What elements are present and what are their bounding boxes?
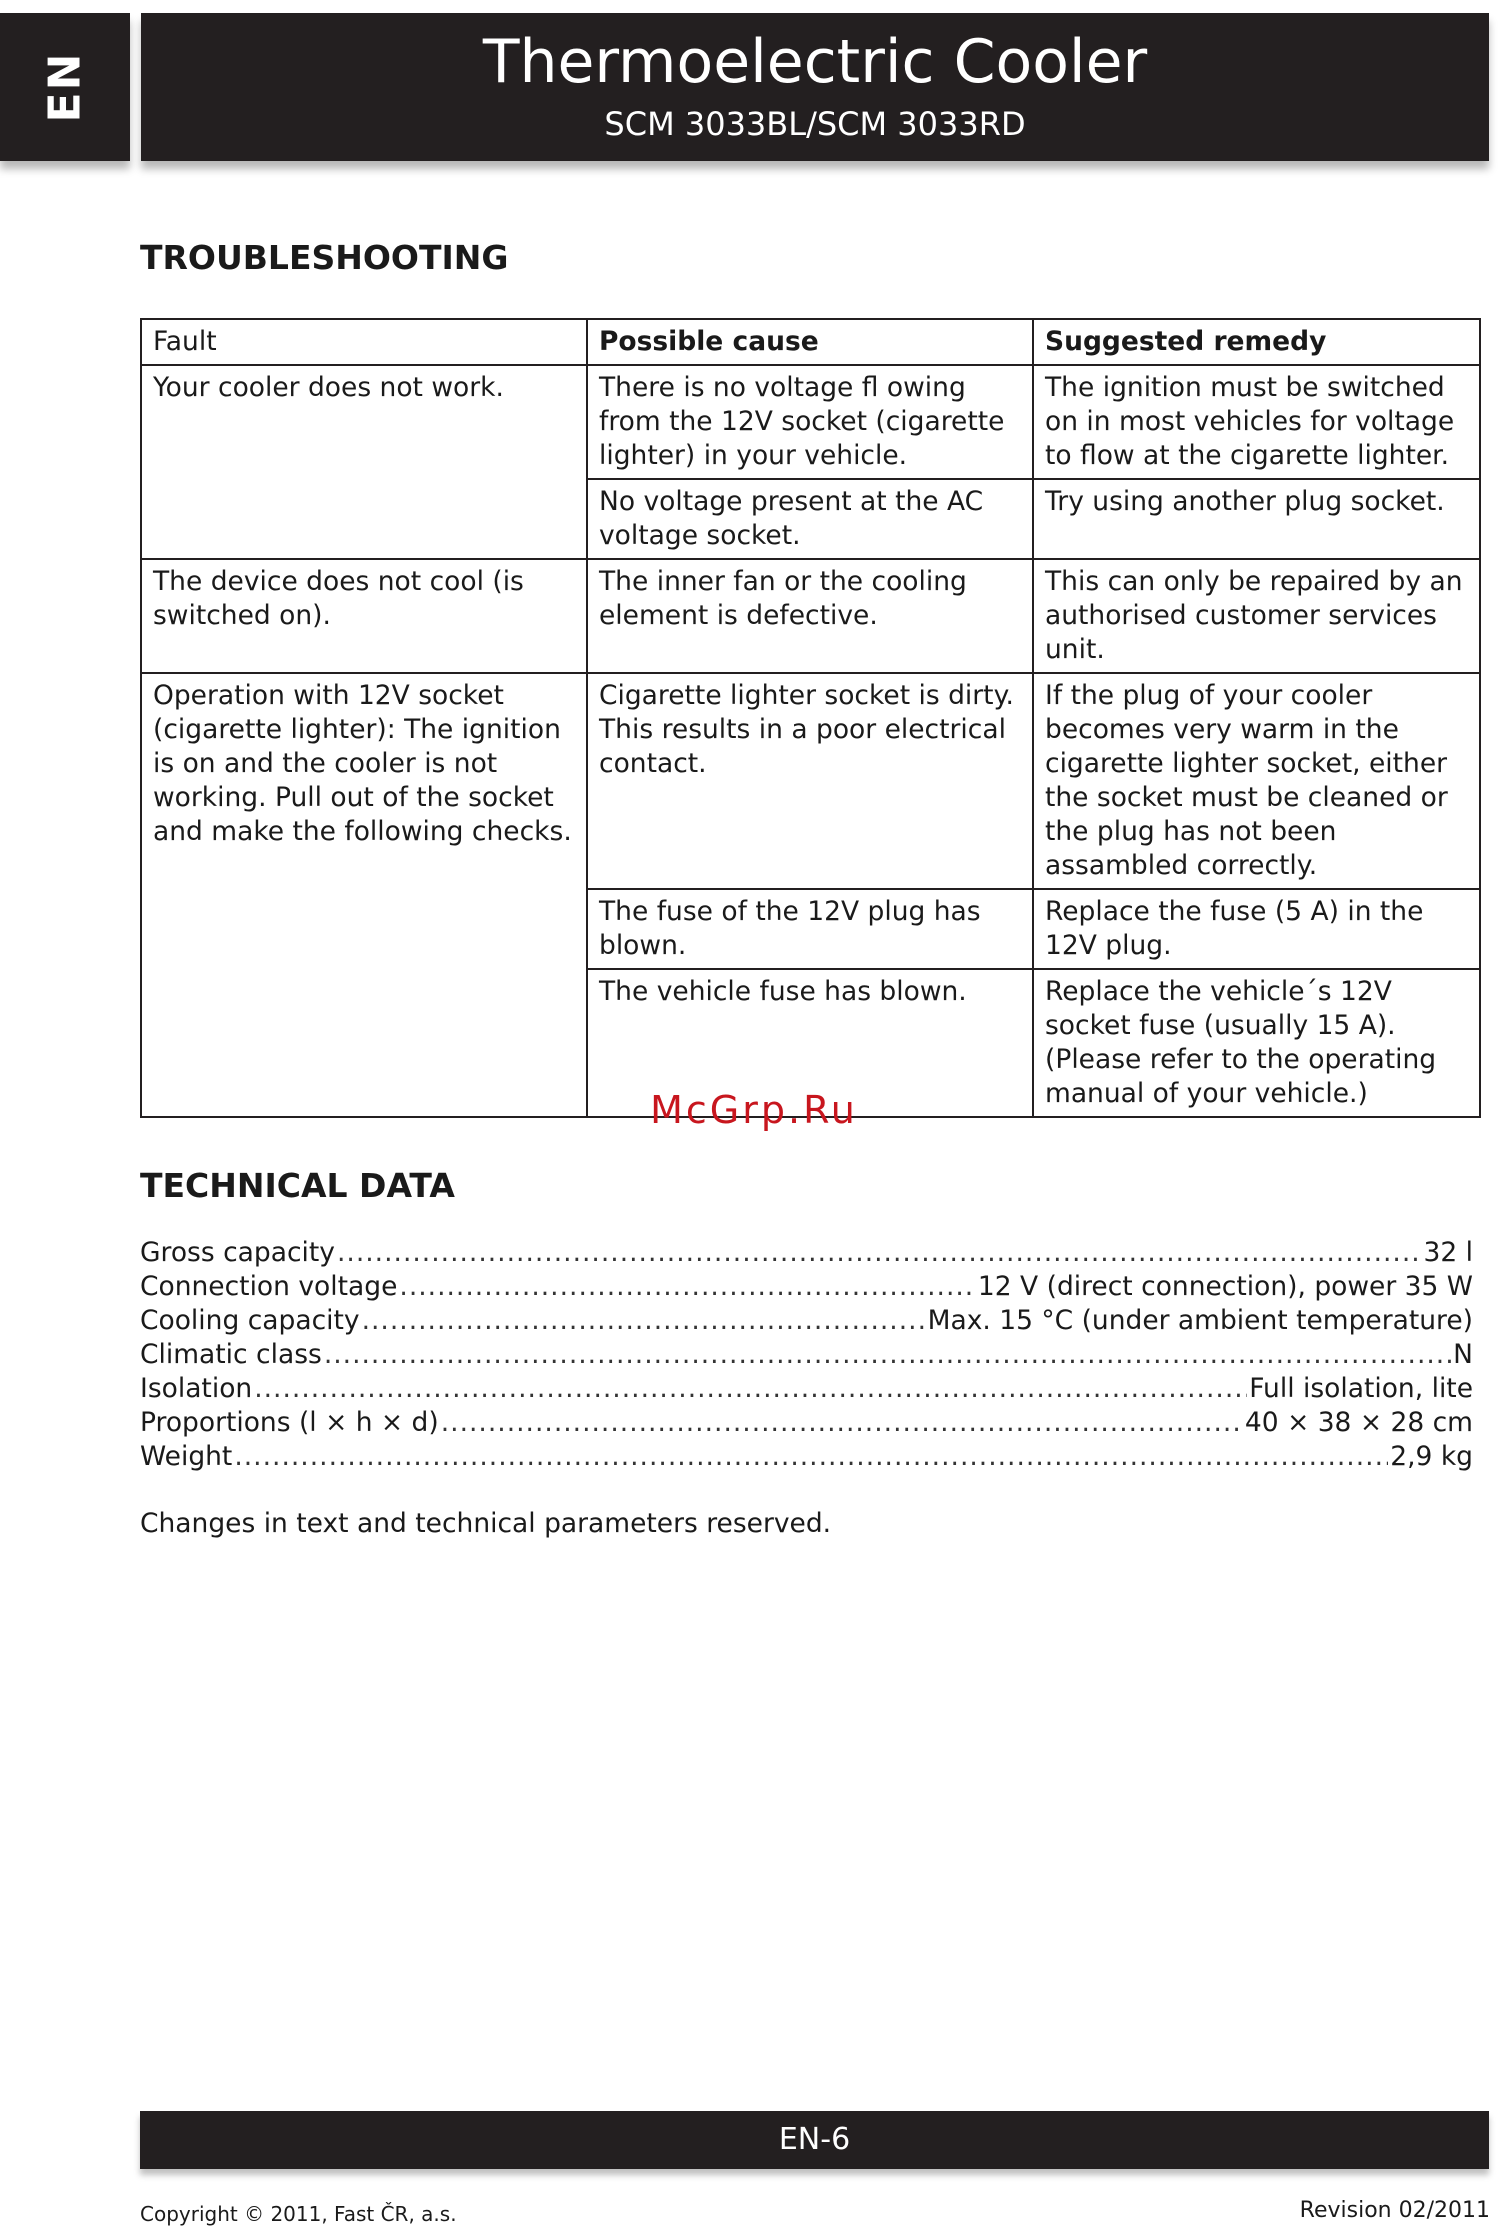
spec-label: Weight [140,1441,233,1472]
dot-leader [362,1304,926,1338]
spec-label: Connection voltage [140,1271,398,1302]
column-header-fault: Fault [141,319,587,365]
language-label: EN [39,51,91,123]
spec-label: Climatic class [140,1339,322,1370]
remedy-cell: Replace the fuse (5 A) in the 12V plug. [1033,889,1480,969]
spec-value: 40 × 38 × 28 cm [1244,1407,1473,1438]
spec-list [140,1236,1473,1474]
fault-cell: Your cooler does not work. [141,365,587,559]
fault-cell: The device does not cool (is switched on). [141,559,587,673]
page-number: EN-6 [778,2122,851,2157]
cause-cell: No voltage present at the AC voltage socket. [587,479,1033,559]
revision: Revision 02/2011 [1299,2198,1490,2223]
spec-row [140,1236,1473,1270]
column-header-cause: Possible cause [587,319,1033,365]
page-header [141,13,1489,161]
spec-row [140,1338,1473,1372]
table-header-row [141,319,1480,365]
cause-cell: The inner fan or the cooling element is defective. [587,559,1033,673]
dot-leader [254,1372,1247,1406]
column-header-remedy: Suggested remedy [1033,319,1480,365]
table-row [141,365,1480,479]
spec-value: 32 l [1423,1237,1473,1268]
dot-leader [324,1338,1451,1372]
table-row [141,673,1480,889]
spec-value: Full isolation, lite [1249,1373,1473,1404]
spec-label: Cooling capacity [140,1305,360,1336]
page-number-bar [140,2111,1489,2169]
language-tab [0,13,130,161]
remedy-cell: Replace the vehicle´s 12V socket fuse (usually 15 A). (Please refer to the operating manual of your vehicle.) [1033,969,1480,1117]
fault-cell: Operation with 12V socket (cigarette lighter): The ignition is on and the cooler is not working. Pull out of the socket and make the following checks. [141,673,587,1117]
remedy-cell: If the plug of your cooler becomes very warm in the cigarette lighter socket, either the socket must be cleaned or the plug has not been assambled correctly. [1033,673,1480,889]
page-title: Thermoelectric Cooler [482,27,1148,97]
technical-data-heading: TECHNICAL DATA [140,1166,455,1205]
cause-cell: There is no voltage fl owing from the 12V socket (cigarette lighter) in your vehicle. [587,365,1033,479]
spec-row [140,1270,1473,1304]
copyright: Copyright © 2011, Fast ČR, a.s. [140,2202,457,2226]
remedy-cell: The ignition must be switched on in most vehicles for voltage to flow at the cigarette lighter. [1033,365,1480,479]
disclaimer-note: Changes in text and technical parameters reserved. [140,1508,832,1539]
cause-cell: The fuse of the 12V plug has blown. [587,889,1033,969]
spec-row [140,1304,1473,1338]
model-subtitle: SCM 3033BL/SCM 3033RD [604,105,1026,143]
cause-cell: Cigarette lighter socket is dirty. This results in a poor electrical contact. [587,673,1033,889]
troubleshooting-heading: TROUBLESHOOTING [140,238,509,277]
spec-label: Proportions (l × h × d) [140,1407,439,1438]
spec-value: 2,9 kg [1390,1441,1473,1472]
spec-label: Isolation [140,1373,253,1404]
table-row [141,559,1480,673]
dot-leader [337,1236,1422,1270]
spec-value: N [1453,1339,1473,1370]
spec-row [140,1440,1473,1474]
spec-value: 12 V (direct connection), power 35 W [977,1271,1473,1302]
watermark: McGrp.Ru [650,1088,858,1132]
dot-leader [399,1270,976,1304]
spec-label: Gross capacity [140,1237,335,1268]
remedy-cell: This can only be repaired by an authorised customer services unit. [1033,559,1480,673]
remedy-cell: Try using another plug socket. [1033,479,1480,559]
troubleshooting-table [140,318,1481,1118]
dot-leader [234,1440,1388,1474]
spec-row [140,1406,1473,1440]
spec-row [140,1372,1473,1406]
cause-cell: The vehicle fuse has blown. [587,969,1033,1117]
dot-leader [441,1406,1243,1440]
spec-value: Max. 15 °C (under ambient temperature) [927,1305,1473,1336]
